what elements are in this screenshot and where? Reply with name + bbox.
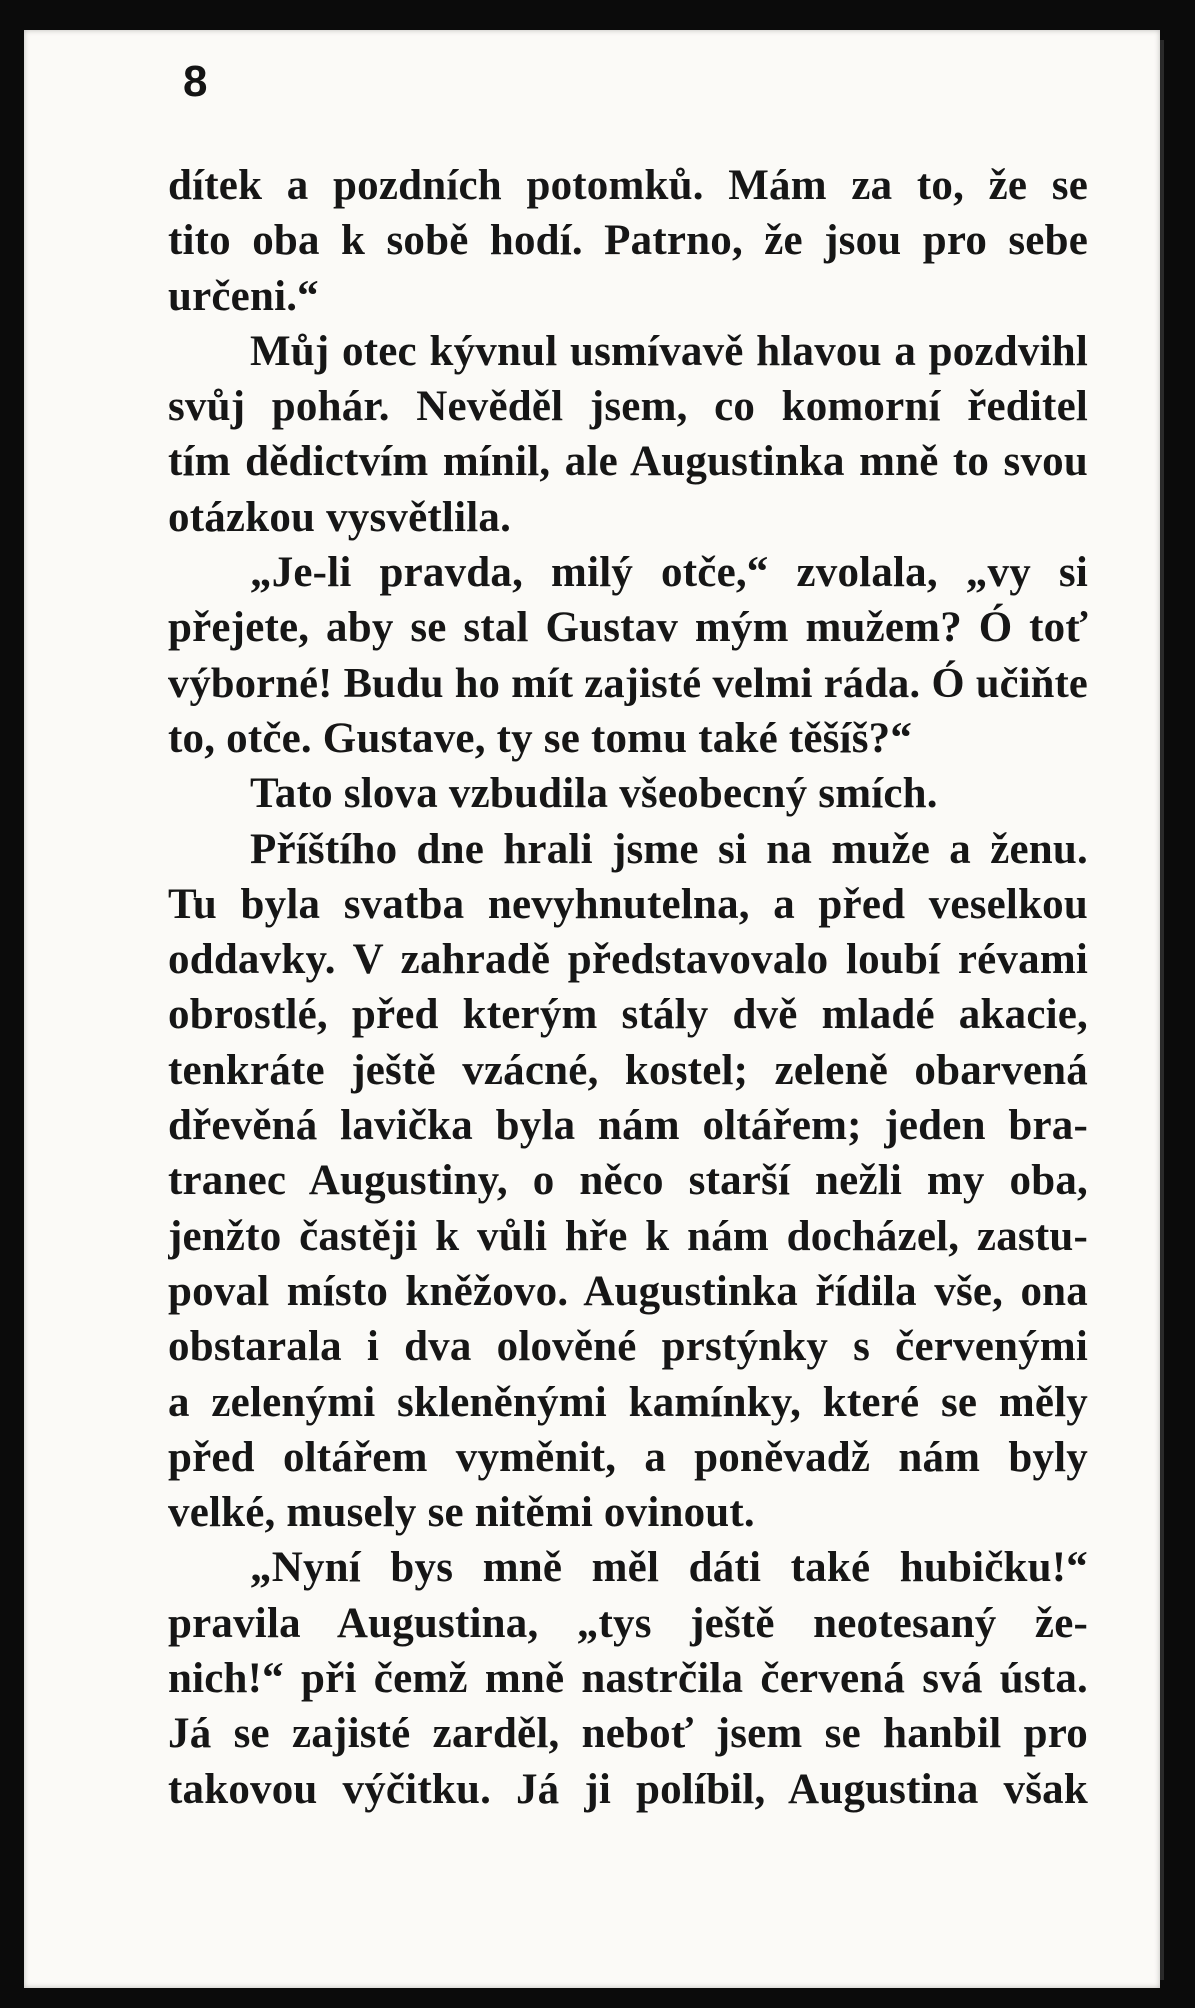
- text-line: tenkráte ještě vzácné, kostel; zeleně obarvená: [168, 1046, 1088, 1094]
- page-number: 8: [183, 57, 208, 106]
- text-line: Můj otec kývnul usmívavě hlavou a pozdvihl: [250, 327, 1088, 375]
- text-line: otázkou vysvětlila.: [168, 493, 512, 541]
- text-line: tím dědictvím mínil, ale Augustinka mně to svou: [168, 438, 1088, 486]
- text-line: Tu byla svatba nevyhnutelna, a před veselkou: [168, 880, 1088, 928]
- text-line: Tato slova vzbudila všeobecný smích.: [250, 770, 938, 818]
- text-line: výborné! Budu ho mít zajisté velmi ráda. Ó učiňte: [168, 659, 1088, 707]
- text-line: tranec Augustiny, o něco starší nežli my oba,: [168, 1157, 1088, 1205]
- text-line: jenžto častěji k vůli hře k nám docházel, zastu-: [168, 1212, 1088, 1260]
- text-line: „Nyní bys mně měl dáti také hubičku!“: [250, 1544, 1088, 1592]
- text-line: před oltářem vyměnit, a poněvadž nám byly: [168, 1433, 1088, 1481]
- text-line: poval místo kněžovo. Augustinka řídila vše, ona: [168, 1267, 1088, 1315]
- text-line: přejete, aby se stal Gustav mým mužem? Ó toť: [168, 604, 1088, 652]
- text-line: svůj pohár. Nevěděl jsem, co komorní ředitel: [168, 383, 1088, 431]
- text-line: dřevěná lavička byla nám oltářem; jeden bra-: [168, 1102, 1088, 1150]
- text-line: určeni.“: [168, 272, 319, 320]
- text-line: pravila Augustina, „tys ještě neotesaný že-: [168, 1599, 1088, 1647]
- text-line: Příštího dne hrali jsme si na muže a ženu.: [250, 825, 1088, 873]
- text-line: velké, musely se nitěmi ovinout.: [168, 1489, 755, 1537]
- text-line: to, otče. Gustave, ty se tomu také těšíš?“: [168, 714, 913, 762]
- text-line: dítek a pozdních potomků. Mám za to, že se: [168, 162, 1088, 209]
- page-body-text: [168, 158, 1088, 1817]
- text-line: takovou výčitku. Já ji políbil, Augustina však: [168, 1765, 1088, 1813]
- scan-right-edge: [1160, 0, 1195, 2008]
- text-line: Já se zajisté zarděl, neboť jsem se hanbil pro: [168, 1710, 1088, 1758]
- text-line: „Je-li pravda, milý otče,“ zvolala, „vy si: [250, 549, 1088, 597]
- text-line: obstarala i dva olověné prstýnky s červenými: [168, 1323, 1088, 1371]
- text-line: oddavky. V zahradě představovalo loubí révami: [168, 936, 1088, 984]
- page-edge-shadow: [1160, 40, 1164, 1980]
- text-line: obrostlé, před kterým stály dvě mladé akacie,: [168, 991, 1088, 1039]
- text-line: tito oba k sobě hodí. Patrno, že jsou pro sebe: [168, 217, 1088, 265]
- text-line: nich!“ při čemž mně nastrčila červená svá ústa.: [168, 1655, 1088, 1703]
- text-line: a zelenými skleněnými kamínky, které se měly: [168, 1378, 1088, 1426]
